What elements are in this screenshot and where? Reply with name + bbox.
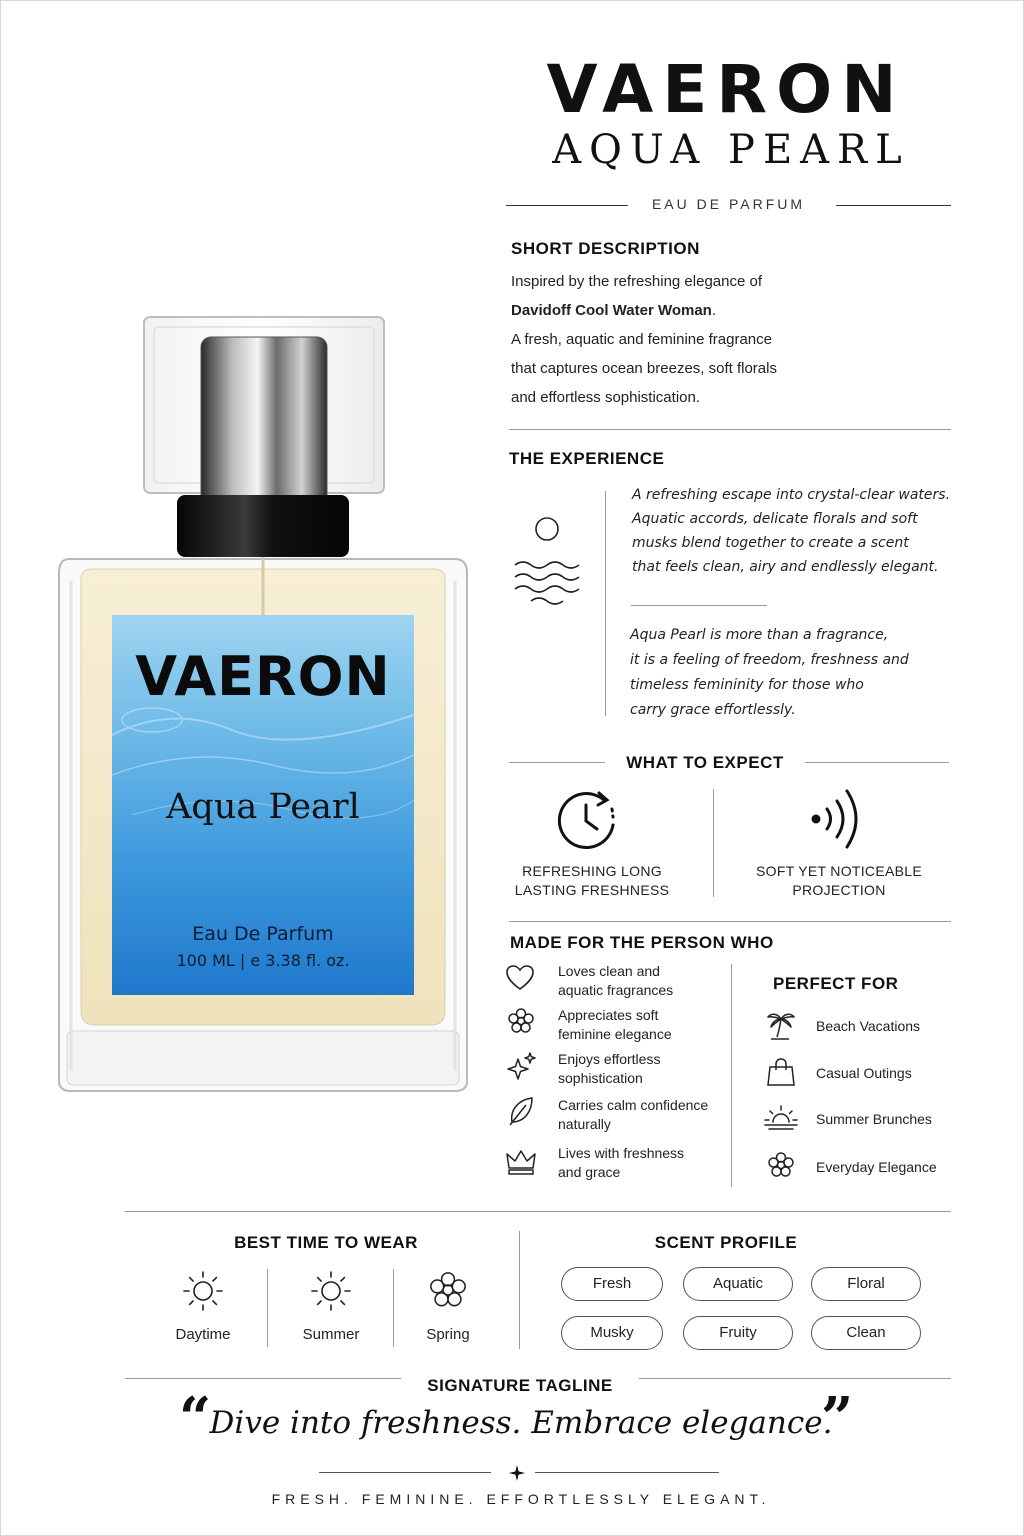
scent-note-pill: Fruity — [683, 1316, 793, 1350]
made-for-item — [558, 1006, 672, 1044]
divider — [509, 429, 951, 430]
item-line: Appreciates soft — [558, 1007, 659, 1023]
divider — [509, 762, 605, 763]
scent-note-pill: Fresh — [561, 1267, 663, 1301]
divider — [639, 1378, 951, 1379]
divider — [509, 921, 951, 922]
divider — [267, 1269, 268, 1347]
perfect-for-item: Beach Vacations — [816, 1018, 921, 1034]
eau-de-parfum-row — [506, 195, 951, 215]
perfect-for-item: Everyday Elegance — [816, 1159, 937, 1175]
divider — [125, 1211, 951, 1212]
heart-icon — [505, 964, 535, 992]
scent-profile-title: SCENT PROFILE — [654, 1233, 798, 1252]
experience-line: Aquatic accords, delicate florals and soft — [632, 511, 918, 527]
shopping-bag-icon — [767, 1057, 795, 1087]
expect-label-line: SOFT YET NOTICEABLE — [756, 863, 922, 879]
close-quote: ” — [821, 1385, 854, 1451]
sparkle-icon — [508, 1464, 526, 1482]
sparkle-icon — [506, 1051, 538, 1081]
divider — [731, 964, 732, 1187]
made-for-item — [558, 1144, 684, 1182]
flower-icon — [767, 1151, 795, 1179]
made-for-item — [558, 1096, 708, 1134]
divider — [319, 1472, 491, 1473]
description-line: Inspired by the refreshing elegance of — [511, 273, 762, 290]
label-brand: VAERON — [135, 645, 391, 708]
item-line: Lives with freshness — [558, 1145, 685, 1161]
short-description-text — [511, 267, 941, 412]
description-line: A fresh, aquatic and feminine fragrance — [511, 331, 772, 348]
experience-line: musks blend together to create a scent — [632, 535, 909, 551]
item-line: Enjoys effortless — [558, 1051, 661, 1067]
sunrise-icon — [763, 1102, 799, 1132]
clock-icon — [555, 787, 619, 851]
made-for-item — [558, 962, 673, 1000]
flower-icon — [507, 1007, 535, 1035]
what-to-expect-title: WHAT TO EXPECT — [626, 753, 784, 772]
sun-icon — [181, 1269, 225, 1313]
item-line: sophistication — [558, 1070, 643, 1086]
sun-waves-icon — [513, 513, 581, 607]
brand-title: VAERON — [546, 51, 906, 128]
divider — [519, 1231, 520, 1349]
item-line: Loves clean and — [558, 963, 660, 979]
item-line: and grace — [558, 1164, 621, 1180]
description-line: and effortless sophistication. — [511, 389, 701, 406]
divider — [125, 1378, 401, 1379]
expect-label-line: REFRESHING LONG — [522, 863, 662, 879]
open-quote: “ — [179, 1385, 212, 1451]
experience-title: THE EXPERIENCE — [509, 449, 665, 468]
made-for-title: MADE FOR THE PERSON WHO — [510, 933, 774, 952]
experience-line: Aqua Pearl is more than a fragrance, — [630, 627, 889, 643]
experience-line: that feels clean, airy and endlessly elegant. — [632, 559, 939, 575]
best-time-label: Spring — [426, 1326, 470, 1343]
expect-label-line: PROJECTION — [792, 882, 886, 898]
experience-line: A refreshing escape into crystal-clear waters. — [632, 487, 951, 503]
scent-note-pill: Clean — [811, 1316, 921, 1350]
best-time-label: Daytime — [175, 1326, 231, 1343]
description-line — [511, 296, 941, 325]
scent-note-pill: Floral — [811, 1267, 921, 1301]
made-for-item — [558, 1050, 660, 1088]
expect-item-longevity — [501, 862, 683, 900]
short-description-title: SHORT DESCRIPTION — [511, 239, 700, 258]
palm-tree-icon — [765, 1009, 797, 1041]
perfect-for-title: PERFECT FOR — [773, 974, 899, 993]
sun-icon — [309, 1269, 353, 1313]
expect-item-projection — [743, 862, 935, 900]
divider — [713, 789, 714, 897]
best-time-title: BEST TIME TO WEAR — [234, 1233, 418, 1252]
scent-note-pill: Musky — [561, 1316, 663, 1350]
label-type: Eau De Parfum — [192, 923, 334, 945]
punctuation: . — [711, 302, 717, 319]
inspiration-name: Davidoff Cool Water Woman — [511, 302, 712, 319]
divider — [805, 762, 949, 763]
item-line: naturally — [558, 1116, 611, 1132]
experience-paragraph-1 — [632, 483, 952, 579]
item-line: feminine elegance — [558, 1026, 672, 1042]
leaf-icon — [508, 1096, 534, 1126]
product-title: AQUA PEARL — [552, 127, 910, 173]
description-line: that captures ocean breezes, soft florals — [511, 360, 777, 377]
footer-slogan: FRESH. FEMININE. EFFORTLESSLY ELEGANT. — [271, 1491, 771, 1507]
bottle-label — [112, 615, 414, 995]
label-size: 100 ML | e 3.38 fl. oz. — [176, 951, 350, 970]
experience-line: it is a feeling of freedom, freshness and — [630, 652, 909, 668]
experience-line: carry grace effortlessly. — [630, 702, 796, 718]
divider — [605, 491, 606, 716]
signature-tagline: Dive into freshness. Embrace elegance. — [209, 1405, 833, 1441]
flower-icon — [428, 1270, 468, 1310]
item-line: Carries calm confidence — [558, 1097, 709, 1113]
best-time-label: Summer — [302, 1326, 360, 1343]
crown-icon — [505, 1148, 537, 1176]
item-line: aquatic fragrances — [558, 982, 674, 998]
divider — [631, 605, 767, 606]
experience-line: timeless femininity for those who — [630, 677, 864, 693]
perfect-for-item: Casual Outings — [816, 1065, 912, 1081]
divider — [393, 1269, 394, 1347]
fragrance-type: EAU DE PARFUM — [651, 196, 806, 212]
signature-title: SIGNATURE TAGLINE — [427, 1376, 613, 1395]
experience-paragraph-2 — [630, 623, 950, 723]
divider — [535, 1472, 719, 1473]
label-product-name: Aqua Pearl — [166, 787, 360, 827]
projection-icon — [807, 787, 867, 851]
perfect-for-item: Summer Brunches — [816, 1111, 932, 1127]
expect-label-line: LASTING FRESHNESS — [514, 882, 670, 898]
scent-note-pill: Aquatic — [683, 1267, 793, 1301]
